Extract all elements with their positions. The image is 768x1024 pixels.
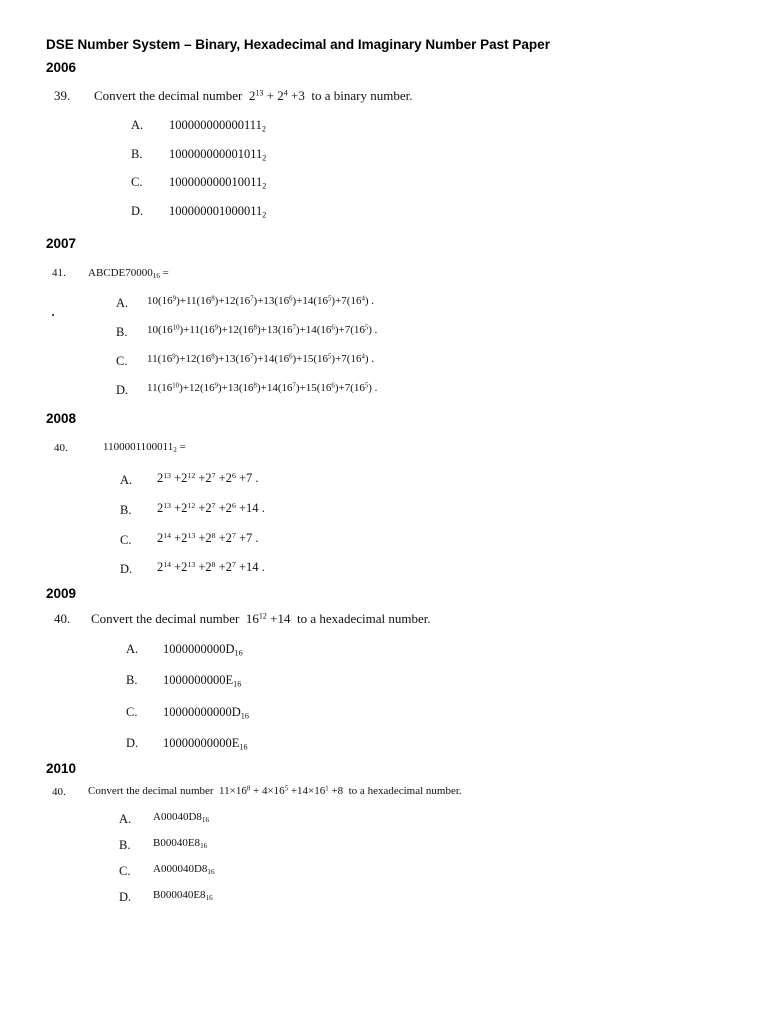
exponent: 8 xyxy=(253,382,257,390)
year-heading-2010: 2010 xyxy=(46,761,77,776)
expression-text: +2 xyxy=(171,531,188,545)
expression-text: +14 . xyxy=(235,501,265,515)
expression-text: ) . xyxy=(368,382,378,394)
exponent: 14 xyxy=(163,559,171,569)
option-answer xyxy=(169,147,266,162)
expression-text: +8 xyxy=(328,785,344,797)
expression-text: 100000001000011 xyxy=(169,204,263,218)
question-prefix: Convert the decimal number xyxy=(88,785,214,797)
expression-text: 10000000000E xyxy=(163,736,240,750)
exponent: 9 xyxy=(214,382,219,390)
expression-text: )+14(16 xyxy=(295,324,332,336)
exponent: 9 xyxy=(172,295,177,303)
expression-text: +7 . xyxy=(235,531,259,545)
expression-text: 100000000010011 xyxy=(169,175,263,189)
exponent: 13 xyxy=(187,530,196,540)
option-letter: B. xyxy=(119,838,131,852)
exponent: 13 xyxy=(255,88,264,98)
base-subscript: 2 xyxy=(262,210,267,220)
option-letter: D. xyxy=(131,204,144,218)
exponent: 7 xyxy=(231,559,236,569)
option-answer xyxy=(169,118,266,133)
expression-text: = xyxy=(176,441,186,453)
option-letter: A. xyxy=(119,812,132,826)
expression-text: 11(16 xyxy=(147,382,173,394)
expression-text: )+12(16 xyxy=(175,353,212,365)
exponent: 8 xyxy=(211,530,216,540)
option-answer xyxy=(153,889,213,901)
expression-text: 1100001100011 xyxy=(103,441,174,453)
option-letter: B. xyxy=(120,503,132,517)
exponent: 13 xyxy=(163,500,171,510)
expression-text: +7 . xyxy=(235,471,259,485)
question-number: 40. xyxy=(54,442,68,454)
question-number: 41. xyxy=(52,267,66,279)
expression-text: )+14(16 xyxy=(253,353,290,365)
option-answer xyxy=(147,324,377,336)
option-letter: B. xyxy=(116,325,128,339)
expression-text: 100000000001011 xyxy=(169,147,263,161)
option-letter: D. xyxy=(116,383,129,397)
option-answer xyxy=(157,560,265,575)
question-prefix: Convert the decimal number xyxy=(94,88,243,103)
question-text xyxy=(88,785,462,797)
expression-text: = xyxy=(159,267,169,279)
question-expression xyxy=(249,88,305,103)
exponent: 6 xyxy=(231,500,236,510)
base-subscript: 2 xyxy=(262,153,267,163)
expression-text: )+12(16 xyxy=(214,295,251,307)
exponent: 8 xyxy=(253,324,257,332)
expression-text: 2 xyxy=(248,88,256,103)
expression-text: 2 xyxy=(157,531,164,545)
option-answer xyxy=(157,501,265,516)
expression-text: )+11(16 xyxy=(179,324,215,336)
option-answer xyxy=(153,863,215,875)
expression-text: A000040D8 xyxy=(153,863,208,875)
question-expression xyxy=(246,611,291,626)
option-letter: A. xyxy=(126,642,139,656)
exponent: 14 xyxy=(163,530,171,540)
expression-text: ) . xyxy=(368,324,378,336)
expression-text: +2 xyxy=(171,501,188,515)
exponent: 6 xyxy=(331,324,335,332)
option-letter: C. xyxy=(119,864,131,878)
expression-text: 10000000000D xyxy=(163,705,241,719)
expression-text: +2 xyxy=(171,560,188,574)
expression-text: +2 xyxy=(215,501,232,515)
exponent: 6 xyxy=(231,470,236,480)
expression-text: ) . xyxy=(364,353,375,365)
question-expression xyxy=(103,441,186,453)
question-suffix: to a hexadecimal number. xyxy=(297,611,431,626)
question-number: 39. xyxy=(54,88,71,103)
base-subscript: 16 xyxy=(233,679,242,689)
option-answer xyxy=(147,295,374,307)
question-expression xyxy=(219,785,343,797)
exponent: 5 xyxy=(364,382,369,390)
expression-text: +2 xyxy=(215,531,232,545)
exponent: 9 xyxy=(214,324,219,332)
expression-text: )+13(16 xyxy=(256,324,293,336)
question-number: 40. xyxy=(54,611,71,626)
base-subscript: 16 xyxy=(240,711,249,721)
option-letter: A. xyxy=(120,473,133,487)
option-letter: D. xyxy=(119,890,132,904)
expression-text: 10(16 xyxy=(147,324,173,336)
expression-text: 1000000000E xyxy=(163,673,234,687)
option-answer xyxy=(157,531,259,546)
expression-text: )+12(16 xyxy=(179,382,215,394)
option-answer xyxy=(153,837,207,849)
base-subscript: 16 xyxy=(234,648,243,658)
expression-text: )+7(16 xyxy=(331,353,362,365)
expression-text: + 2 xyxy=(263,88,284,103)
exponent: 7 xyxy=(211,500,216,510)
option-letter: C. xyxy=(126,705,138,719)
expression-text: +2 xyxy=(215,471,232,485)
expression-text: )+13(16 xyxy=(214,353,251,365)
base-subscript: 16 xyxy=(152,272,160,281)
expression-text: 16 xyxy=(245,611,259,626)
expression-text: +14 xyxy=(266,611,291,626)
base-subscript: 16 xyxy=(205,894,213,903)
option-letter: A. xyxy=(116,296,129,310)
question-suffix: to a binary number. xyxy=(311,88,413,103)
base-subscript: 2 xyxy=(173,446,177,455)
exponent: 10 xyxy=(172,324,180,332)
exponent: 8 xyxy=(211,559,216,569)
option-answer xyxy=(147,353,374,365)
option-answer xyxy=(157,471,259,486)
question-text xyxy=(91,611,431,627)
option-answer xyxy=(169,175,266,190)
expression-text: +2 xyxy=(215,560,232,574)
option-letter: B. xyxy=(126,673,138,687)
question-prefix: Convert the decimal number xyxy=(91,611,240,626)
option-letter: A. xyxy=(131,118,144,132)
option-letter: C. xyxy=(131,175,143,189)
exponent: 4 xyxy=(361,295,365,303)
option-answer xyxy=(163,673,241,688)
expression-text: +14×16 xyxy=(288,785,326,797)
expression-text: )+14(16 xyxy=(256,382,293,394)
exponent: 12 xyxy=(187,500,196,510)
exponent: 4 xyxy=(361,353,365,361)
exponent: 10 xyxy=(172,382,180,390)
expression-text: )+7(16 xyxy=(334,382,365,394)
exponent: 5 xyxy=(328,295,332,303)
expression-text: +2 xyxy=(171,471,188,485)
expression-text: B00040E8 xyxy=(153,837,201,849)
expression-text: +14 . xyxy=(235,560,265,574)
option-letter: C. xyxy=(120,533,132,547)
expression-text: )+14(16 xyxy=(292,295,329,307)
exponent: 8 xyxy=(211,295,215,303)
expression-text: A00040D8 xyxy=(153,811,202,823)
question-expression xyxy=(88,267,169,279)
expression-text: )+15(16 xyxy=(295,382,332,394)
question-number: 40. xyxy=(52,786,66,798)
year-heading-2007: 2007 xyxy=(46,236,77,251)
expression-text: +2 xyxy=(195,471,212,485)
expression-text: 2 xyxy=(157,501,164,515)
exponent: 5 xyxy=(284,785,289,793)
exponent: 1 xyxy=(325,785,329,793)
expression-text: )+13(16 xyxy=(218,382,254,394)
question-text xyxy=(94,88,412,104)
base-subscript: 16 xyxy=(239,742,248,752)
exponent: 6 xyxy=(289,295,293,303)
expression-text: )+12(16 xyxy=(218,324,254,336)
exponent: 6 xyxy=(331,382,335,390)
expression-text: )+7(16 xyxy=(331,295,362,307)
document-title: DSE Number System – Binary, Hexadecimal and Imaginary Number Past Paper xyxy=(46,37,550,52)
exponent: 9 xyxy=(172,353,176,361)
expression-text: ABCDE70000 xyxy=(88,267,153,279)
exponent: 5 xyxy=(328,353,332,361)
exponent: 7 xyxy=(292,382,296,390)
exponent: 4 xyxy=(283,88,288,98)
expression-text: )+7(16 xyxy=(334,324,365,336)
base-subscript: 2 xyxy=(262,181,267,191)
year-heading-2006: 2006 xyxy=(46,60,77,75)
exponent: 7 xyxy=(250,353,254,361)
expression-text: 11(16 xyxy=(147,353,173,365)
expression-text: 1000000000D xyxy=(163,642,235,656)
expression-text: +2 xyxy=(195,560,212,574)
exponent: 13 xyxy=(187,559,196,569)
expression-text: +2 xyxy=(195,531,212,545)
base-subscript: 16 xyxy=(207,868,215,877)
option-answer xyxy=(153,811,209,823)
option-answer xyxy=(163,642,243,657)
exponent: 7 xyxy=(292,324,296,332)
scan-speck xyxy=(52,314,54,316)
exponent: 8 xyxy=(246,785,251,793)
base-subscript: 16 xyxy=(200,842,208,851)
exponent: 7 xyxy=(250,295,254,303)
exponent: 12 xyxy=(258,611,267,621)
exponent: 7 xyxy=(211,470,216,480)
expression-text: )+11(16 xyxy=(176,295,212,307)
expression-text: )+15(16 xyxy=(292,353,329,365)
expression-text: 10(16 xyxy=(147,295,173,307)
expression-text: 2 xyxy=(157,560,164,574)
option-answer xyxy=(163,705,249,720)
exponent: 6 xyxy=(289,353,293,361)
exponent: 7 xyxy=(231,530,236,540)
option-letter: B. xyxy=(131,147,143,161)
expression-text: B000040E8 xyxy=(153,889,206,901)
year-heading-2008: 2008 xyxy=(46,411,77,426)
base-subscript: 2 xyxy=(261,124,266,134)
option-answer xyxy=(163,736,248,751)
exponent: 13 xyxy=(163,470,171,480)
option-answer xyxy=(169,204,266,219)
expression-text: ) . xyxy=(364,295,375,307)
option-letter: D. xyxy=(126,736,139,750)
exponent: 5 xyxy=(364,324,369,332)
exponent: 8 xyxy=(211,353,215,361)
expression-text: + 4×16 xyxy=(250,785,285,797)
option-letter: D. xyxy=(120,562,133,576)
exponent: 12 xyxy=(187,470,196,480)
year-heading-2009: 2009 xyxy=(46,586,77,601)
expression-text: 100000000000111 xyxy=(169,118,262,132)
question-suffix: to a hexadecimal number. xyxy=(348,785,462,797)
expression-text: 2 xyxy=(157,471,164,485)
expression-text: )+13(16 xyxy=(253,295,290,307)
expression-text: +2 xyxy=(195,501,212,515)
expression-text: 11×16 xyxy=(219,785,247,797)
option-answer xyxy=(147,382,377,394)
option-letter: C. xyxy=(116,354,128,368)
expression-text: +3 xyxy=(287,88,305,103)
base-subscript: 16 xyxy=(201,816,210,825)
